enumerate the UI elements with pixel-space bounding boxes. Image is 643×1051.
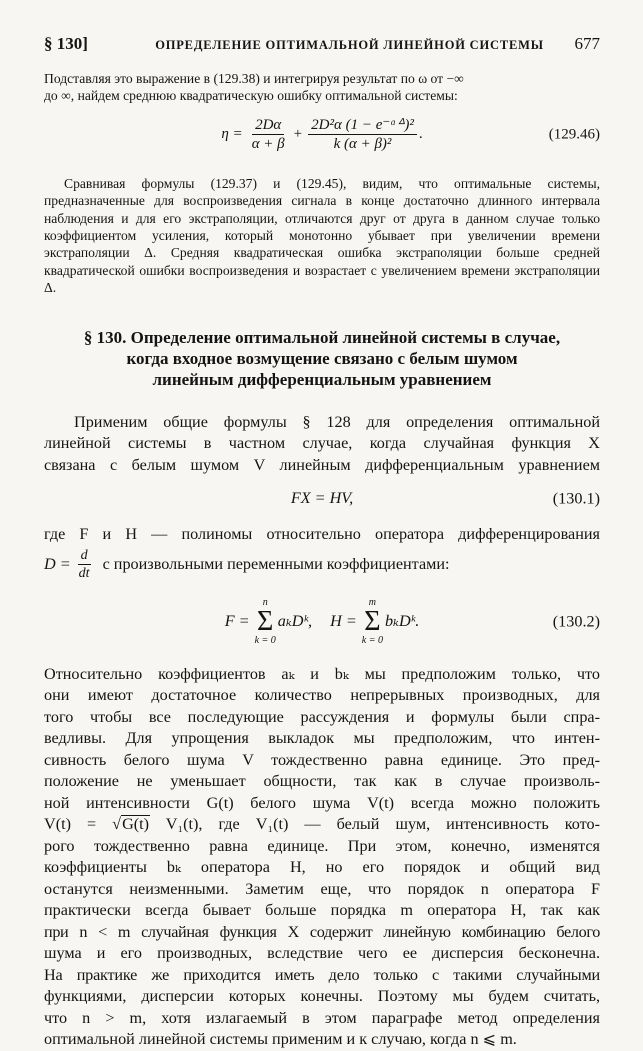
sigma-symbol: Σ	[364, 605, 381, 637]
text-line: шума и его производных, вследствие чего ее дисперсия бесконечна.	[44, 944, 600, 963]
intro-paragraph	[44, 70, 600, 105]
summation-1	[255, 598, 276, 646]
eq-fraction-1	[249, 117, 288, 153]
eq-fraction-2	[308, 117, 417, 153]
text-line: останутся неизменными. Заметим еще, что порядок n оператора F	[44, 879, 600, 898]
text-line: сивность белого шума V тождественно равна единице. Это пред-	[44, 750, 600, 769]
eq-h-lhs: H =	[330, 611, 357, 630]
text-line: практически всегда бывает больше порядка m оператора H, так как	[44, 901, 600, 920]
text-line: линейной системы в частном случае, когда случайная функция X	[44, 434, 600, 453]
eq-lhs: η =	[221, 126, 243, 143]
sigma-symbol: Σ	[257, 605, 274, 637]
comparison-text: Сравнивая формулы (129.37) и (129.45), видим, что оптимальные системы, предназначенные для воспроизведения сигнала в конце достаточно длинного интервала наблюдения и для его экстраполяции, отличаются друг от друга в данном случае только коэффициентом усиления, который монотонно убывает при увеличении времени экстраполяции Δ. Средняя квадратическая ошибка экстраполяции больше средней квадратической ошибки воспроизведения и возрастает с увеличением времени экстраполяции Δ.	[44, 175, 600, 296]
equation-number: (129.46)	[548, 126, 600, 143]
sum-lower-limit: k = 0	[361, 634, 383, 646]
eq-f-lhs: F =	[224, 611, 250, 630]
fraction-numerator: 2Dα	[252, 117, 284, 136]
text-line: Относительно коэффициентов aₖ и bₖ мы предположим только, что	[44, 664, 600, 683]
equation-130-2	[44, 590, 600, 654]
text-line: рого тождественно равна единице. При этом, конечно, изменятся	[44, 836, 600, 855]
text-line: функциями, дисперсии которых конечны. Поэтому мы будем считать,	[44, 987, 600, 1006]
text-fragment: V₁(t), где V₁(t) — белый шум, интенсивность кото-	[150, 815, 601, 834]
text-line: с произвольными переменными коэффициентами:	[102, 554, 450, 573]
text-line-with-root	[44, 814, 600, 836]
text-line: они имеют достаточное количество непрерывных производных, для	[44, 686, 600, 705]
text-line: что n > m, хотя излагаемый в этом параграфе метод определения	[44, 1008, 600, 1027]
text-line: где F и H — полиномы относительно оператора дифференцирования	[44, 525, 600, 544]
sum-upper-limit: n	[262, 596, 268, 608]
section-title-line: § 130. Определение оптимальной линейной системы в случае,	[83, 327, 561, 347]
text-line: того чтобы все последующие рассуждения и формулы были спра-	[44, 707, 600, 726]
sum-lower-limit: k = 0	[254, 634, 276, 646]
comparison-paragraph	[44, 175, 600, 297]
fraction-numerator: d	[78, 548, 91, 565]
text-line: На практике же приходится иметь дело только с такими случайными	[44, 965, 600, 984]
paragraph-apply-formulas	[44, 412, 600, 477]
page-number: 677	[574, 34, 600, 53]
paragraph-coefficients	[44, 664, 600, 1051]
header-title: ОПРЕДЕЛЕНИЕ ОПТИМАЛЬНОЙ ЛИНЕЙНОЙ СИСТЕМЫ	[155, 38, 544, 52]
sum-term: aₖDᵏ,	[277, 611, 313, 630]
operator-fraction	[76, 548, 93, 582]
summation-2	[362, 598, 383, 646]
eq-plus: +	[293, 126, 303, 143]
square-root-argument: G(t)	[122, 815, 150, 834]
fraction-denominator: α + β	[251, 136, 285, 153]
text-line: ной интенсивности G(t) белого шума V(t) всегда можно положить	[44, 793, 600, 812]
running-header	[44, 34, 600, 64]
text-line: при n < m случайная функция X содержит линейную комбинацию белого	[44, 922, 600, 941]
equation-number: (130.2)	[552, 611, 600, 630]
fraction-denominator: dt	[78, 566, 90, 582]
equation-number: (130.1)	[552, 489, 600, 508]
equation-130-1	[44, 480, 600, 518]
section-title	[44, 327, 600, 390]
text-line: коэффициенты bₖ оператора H, но его порядок и общий вид	[44, 858, 600, 877]
sum-upper-limit: m	[368, 596, 376, 608]
intro-line: Подставляя это выражение в (129.38) и интегрируя результат по ω от −∞	[44, 71, 464, 86]
text-line: оптимальной линейной системы применим и к случаю, когда n ⩽ m.	[44, 1030, 517, 1049]
intro-line: до ∞, найдем среднюю квадратическую ошибку оптимальной системы:	[44, 88, 458, 104]
equation-body: FX = HV,	[290, 489, 354, 508]
sum-term: bₖDᵏ.	[384, 611, 420, 630]
header-section: § 130]	[44, 34, 88, 53]
eq-end: .	[418, 126, 423, 143]
operator-definition-line	[44, 546, 600, 584]
text-fragment: V(t) = √	[44, 815, 122, 834]
fraction-numerator: 2D²α (1 − e⁻ᵅᐞ)²	[308, 117, 417, 136]
text-line: положение не уменьшает общности, так как в случае произволь-	[44, 772, 600, 791]
text-line: ведливы. Для упрощения выкладок мы предположим, что интен-	[44, 729, 600, 748]
text-line: Применим общие формулы § 128 для определения оптимальной	[74, 412, 600, 431]
fraction-denominator: k (α + β)²	[333, 136, 392, 153]
text-line: связана с белым шумом V линейным дифференциальным уравнением	[44, 455, 600, 474]
section-title-line: линейным дифференциальным уравнением	[152, 369, 492, 389]
section-title-line: когда входное возмущение связано с белым шумом	[126, 348, 518, 368]
paragraph-polynomials	[44, 524, 600, 584]
equation-129-46	[44, 109, 600, 161]
operator-lhs: D =	[44, 554, 71, 573]
book-page	[44, 34, 600, 1051]
